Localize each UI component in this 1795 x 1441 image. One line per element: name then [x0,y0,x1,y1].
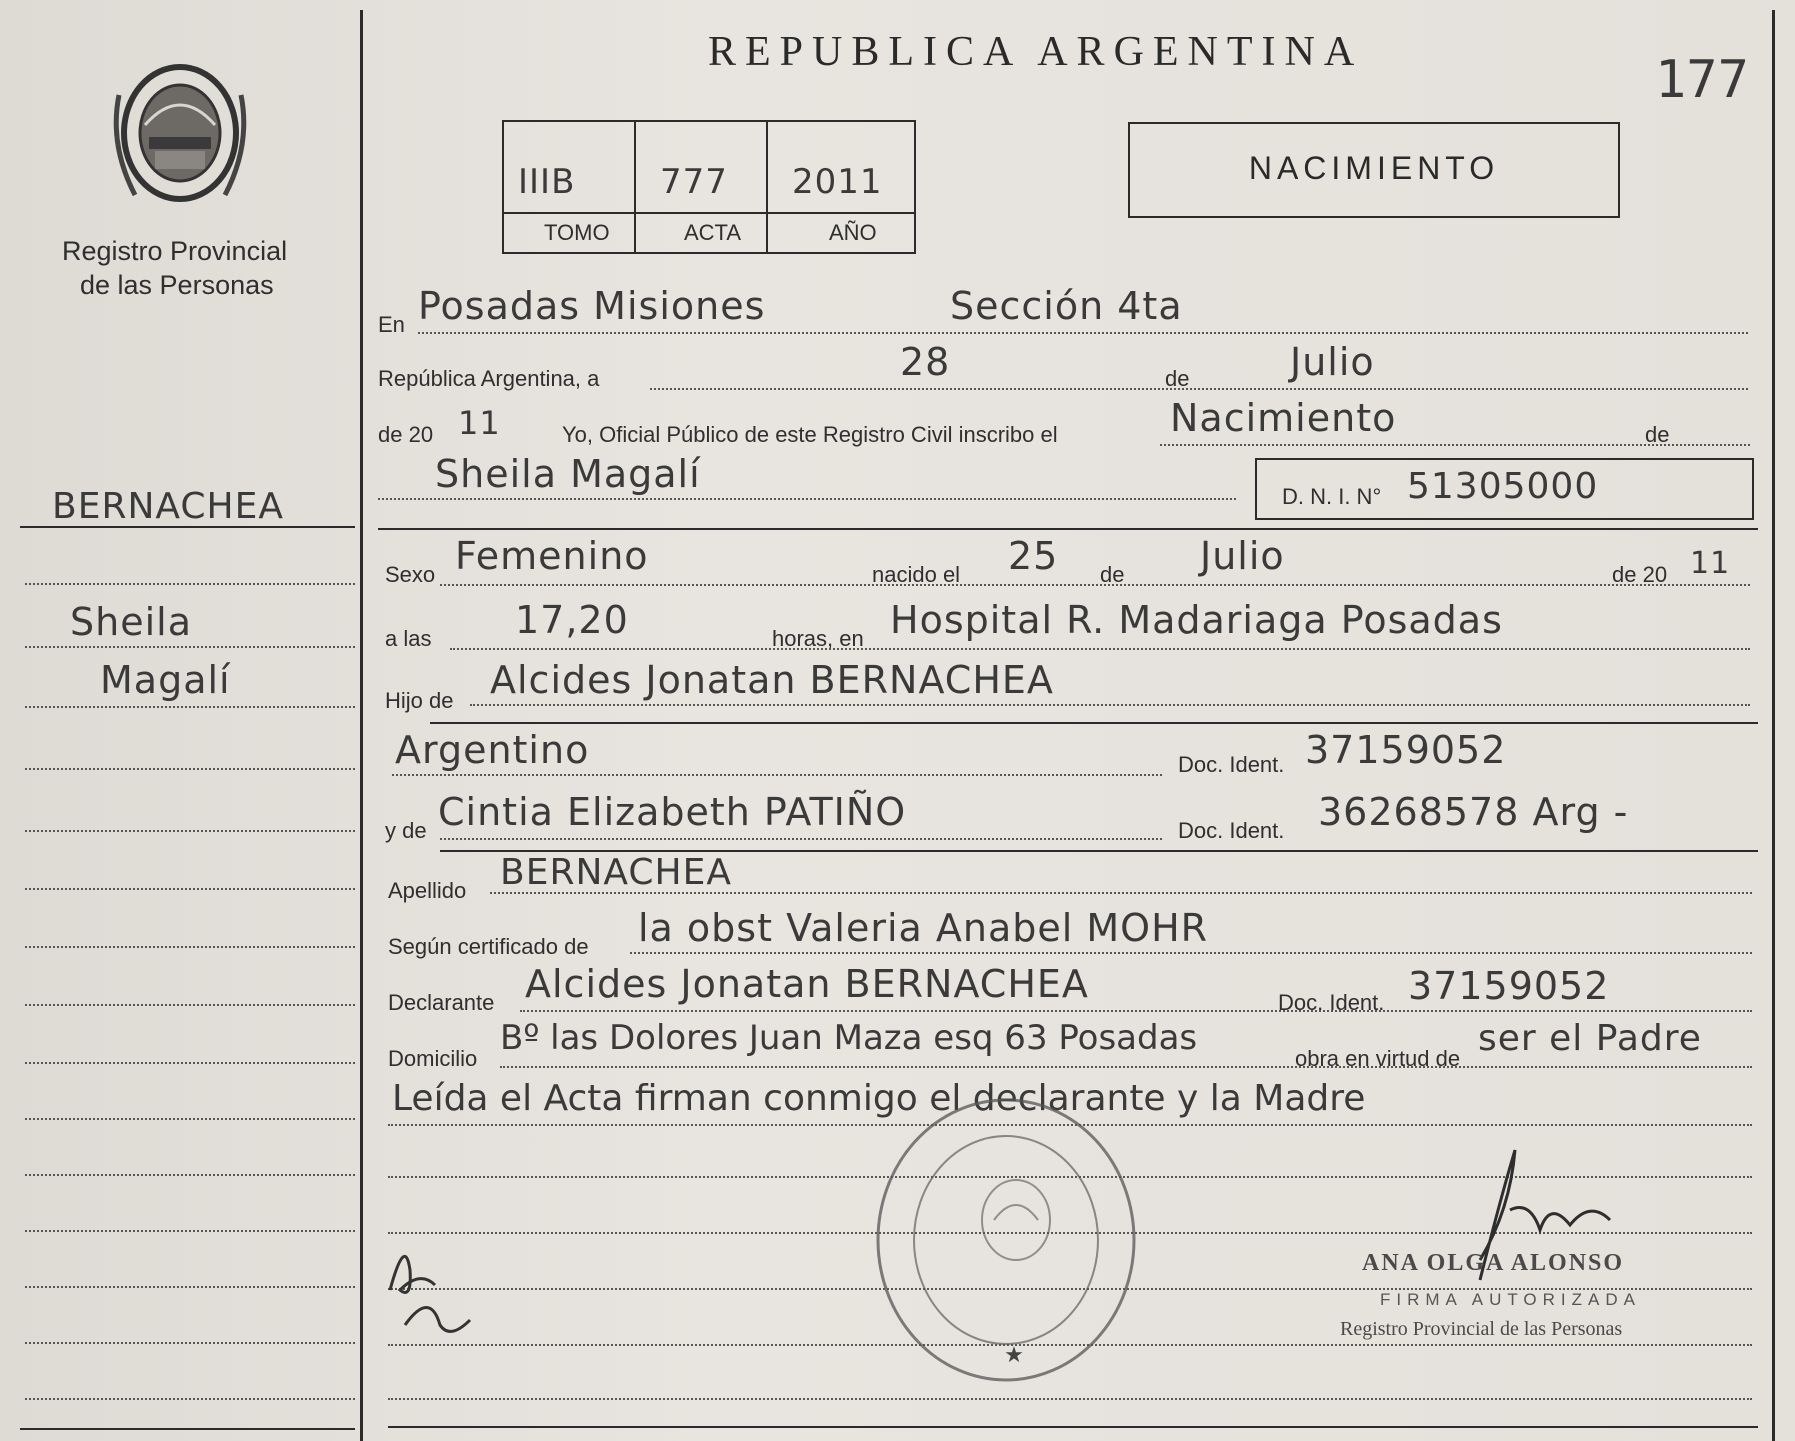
doc-label: Doc. Ident. [1178,818,1285,843]
margin-first-name: Sheila [70,600,192,644]
father-nationality: Argentino [395,728,590,772]
official-stamp-icon [866,1090,1146,1390]
de-label: de [1100,562,1125,587]
closing-statement: Leída el Acta firman conmigo el declarante y la Madre [392,1078,1366,1119]
record-type-title: NACIMIENTO [1248,150,1500,186]
dotted-line [650,388,1748,390]
record-type-box [1128,122,1620,218]
doc-label: Doc. Ident. [1178,752,1285,777]
yde-label: y de [385,818,427,843]
margin-dotted-line [25,1230,355,1232]
dotted-line [520,1010,1752,1012]
domicilio-label: Domicilio [388,1046,478,1071]
de-label: de [1645,422,1670,447]
signatory-org: Registro Provincial de las Personas [1340,1318,1623,1340]
dni-box [1255,458,1754,520]
margin-second-name: Magalí [100,658,231,702]
margin-bottom-rule [20,1428,355,1430]
child-name: Sheila Magalí [435,452,701,496]
birth-day: 25 [1008,534,1059,578]
en-label: En [378,312,405,337]
birth-year: 11 [1690,546,1731,581]
margin-rule [20,526,355,528]
declarante-label: Declarante [388,990,495,1015]
mother-name: Cintia Elizabeth PATIÑO [438,790,907,834]
anio-label: AÑO [829,220,877,245]
certifier-value: la obst Valeria Anabel MOHR [638,906,1209,950]
birth-time: 17,20 [515,598,629,642]
republica-label: República Argentina, a [378,366,600,391]
margin-dotted-line [25,646,355,648]
margin-dotted-line [25,1286,355,1288]
section-value: Sección 4ta [950,284,1183,328]
de-label: de [1165,366,1190,391]
dotted-line [1160,444,1750,446]
bottom-rule [388,1426,1758,1428]
margin-dotted-line [25,1004,355,1006]
margin-dotted-line [25,583,355,585]
dotted-line [500,1066,1752,1068]
birth-place: Hospital R. Madariaga Posadas [890,598,1503,642]
dni-value: 51305000 [1407,466,1599,507]
year-prefix: de 20 [378,422,434,447]
section-rule [378,528,1758,530]
dotted-line [450,648,1750,650]
margin-dotted-line [25,1342,355,1344]
margin-dotted-line [25,1118,355,1120]
hijo-label: Hijo de [385,688,454,713]
misiones-seal-icon [105,55,255,215]
apellido-value: BERNACHEA [500,852,732,893]
alas-label: a las [385,626,432,651]
apellido-label: Apellido [388,878,467,903]
father-name: Alcides Jonatan BERNACHEA [490,658,1054,702]
declarant-name: Alcides Jonatan BERNACHEA [525,962,1089,1006]
registration-year: 11 [458,404,501,442]
declarant-doc: 37159052 [1408,964,1610,1008]
margin-dotted-line [25,1062,355,1064]
registration-day: 28 [900,340,951,384]
sexo-value: Femenino [455,534,649,578]
anio-value: 2011 [792,162,883,202]
section-rule [430,722,1758,724]
dotted-line [418,332,1748,334]
doc-label: Doc. Ident. [1278,990,1385,1015]
acta-label: ACTA [684,220,742,245]
left-column-rule [360,10,363,1441]
dotted-line [470,704,1750,706]
registry-name-line2: de las Personas [80,270,274,300]
margin-dotted-line [25,1174,355,1176]
dotted-line [392,774,1162,776]
birth-year-prefix: de 20 [1612,562,1668,587]
margin-surname: BERNACHEA [52,486,284,527]
registration-month: Julio [1290,340,1375,384]
tomo-value: IIIB [518,162,576,202]
svg-text:★: ★ [1004,1342,1024,1367]
signatory-role: FIRMA AUTORIZADA [1380,1290,1641,1309]
act-type-value: Nacimiento [1170,396,1397,440]
official-statement: Yo, Oficial Público de este Registro Civil inscribo el [562,422,1058,447]
margin-dotted-line [25,706,355,708]
dotted-line [378,498,1236,500]
registry-name-line1: Registro Provincial [62,236,288,266]
signatory-name: ANA OLGA ALONSO [1362,1250,1625,1276]
birth-month: Julio [1200,534,1285,578]
record-reference-box [502,120,916,254]
address-value: Bº las Dolores Juan Maza esq 63 Posadas [500,1018,1198,1058]
dni-label: D. N. I. N° [1282,484,1382,509]
dotted-line [490,892,1752,894]
officer-initials-signature [380,1230,490,1350]
margin-dotted-line [25,888,355,890]
mother-doc: 36268578 Arg - [1318,790,1629,834]
country-title: REPUBLICA ARGENTINA [708,29,1364,75]
tomo-label: TOMO [544,220,610,245]
dotted-line [440,838,1162,840]
dotted-line [388,1398,1752,1400]
acta-value: 777 [660,162,728,202]
margin-dotted-line [25,830,355,832]
segun-label: Según certificado de [388,934,589,959]
folio-number: 177 [1655,50,1749,110]
dotted-line [440,584,1750,586]
horas-label: horas, en [772,626,864,651]
margin-dotted-line [25,768,355,770]
dotted-line [630,952,1752,954]
obra-value: ser el Padre [1478,1018,1702,1059]
margin-dotted-line [25,1398,355,1400]
nacido-label: nacido el [872,562,961,587]
obra-label: obra en virtud de [1295,1046,1461,1071]
right-border-rule [1772,10,1775,1441]
father-doc: 37159052 [1305,728,1507,772]
sexo-label: Sexo [385,562,436,587]
place-value: Posadas Misiones [418,284,766,328]
margin-dotted-line [25,946,355,948]
